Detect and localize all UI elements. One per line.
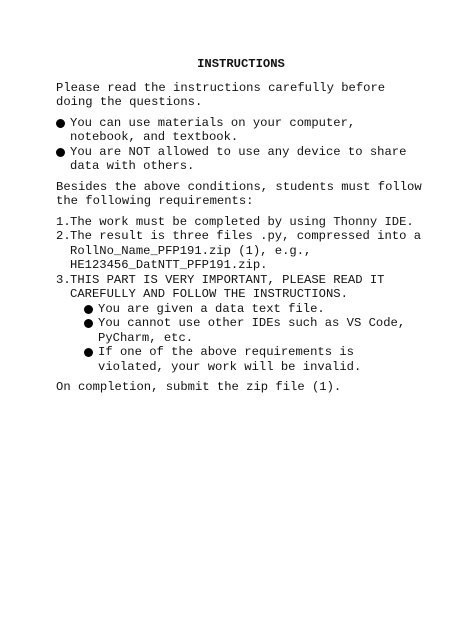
intro-paragraph: Please read the instructions carefully before doing the questions. <box>56 80 386 109</box>
list-item <box>84 302 422 317</box>
rule-text: You can use materials on your computer, notebook, and textbook. <box>70 115 356 144</box>
bullet-icon <box>84 305 93 314</box>
requirements-list <box>56 215 422 375</box>
conditions-paragraph: Besides the above conditions, students must follow the following requirements: <box>56 179 422 208</box>
sub-requirement-text: You are given a data text file. <box>98 301 325 316</box>
sub-requirement-text: If one of the above requirements is violated, your work will be invalid. <box>98 345 362 374</box>
requirement-text: THIS PART IS VERY IMPORTANT, PLEASE READ IT CAREFULLY AND FOLLOW THE INSTRUCTIONS. <box>70 272 385 301</box>
rule-text: You are NOT allowed to use any device to share data with others. <box>70 144 407 173</box>
bullet-icon <box>56 119 65 128</box>
list-item <box>56 145 422 174</box>
sub-requirement-text: You cannot use other IDEs such as VS Code, PyCharm, etc. <box>98 316 406 345</box>
bullet-icon <box>56 148 65 157</box>
requirement-text: The work must be completed by using Thonny IDE. <box>70 214 414 229</box>
requirement-item <box>56 229 422 273</box>
requirement-item <box>56 215 422 230</box>
list-item <box>84 345 422 374</box>
requirement-number: 1. <box>56 214 71 229</box>
bullet-icon <box>84 319 93 328</box>
requirement-number: 2. <box>56 229 71 243</box>
document-title: INSTRUCTIONS <box>197 57 285 71</box>
sub-requirements-list <box>70 302 422 375</box>
requirement-number: 3. <box>56 272 71 287</box>
bullet-icon <box>84 348 93 357</box>
rules-list <box>56 116 422 174</box>
list-item <box>84 316 422 345</box>
instructions-document <box>56 57 422 395</box>
requirement-item <box>56 273 422 375</box>
requirement-text: The result is three files .py, compressed into a RollNo_Name_PFP191.zip (1), e.g., HE123456_DatNTT_PFP191.zip. <box>70 229 422 272</box>
completion-paragraph: On completion, submit the zip file (1). <box>56 380 342 394</box>
list-item <box>56 116 422 145</box>
